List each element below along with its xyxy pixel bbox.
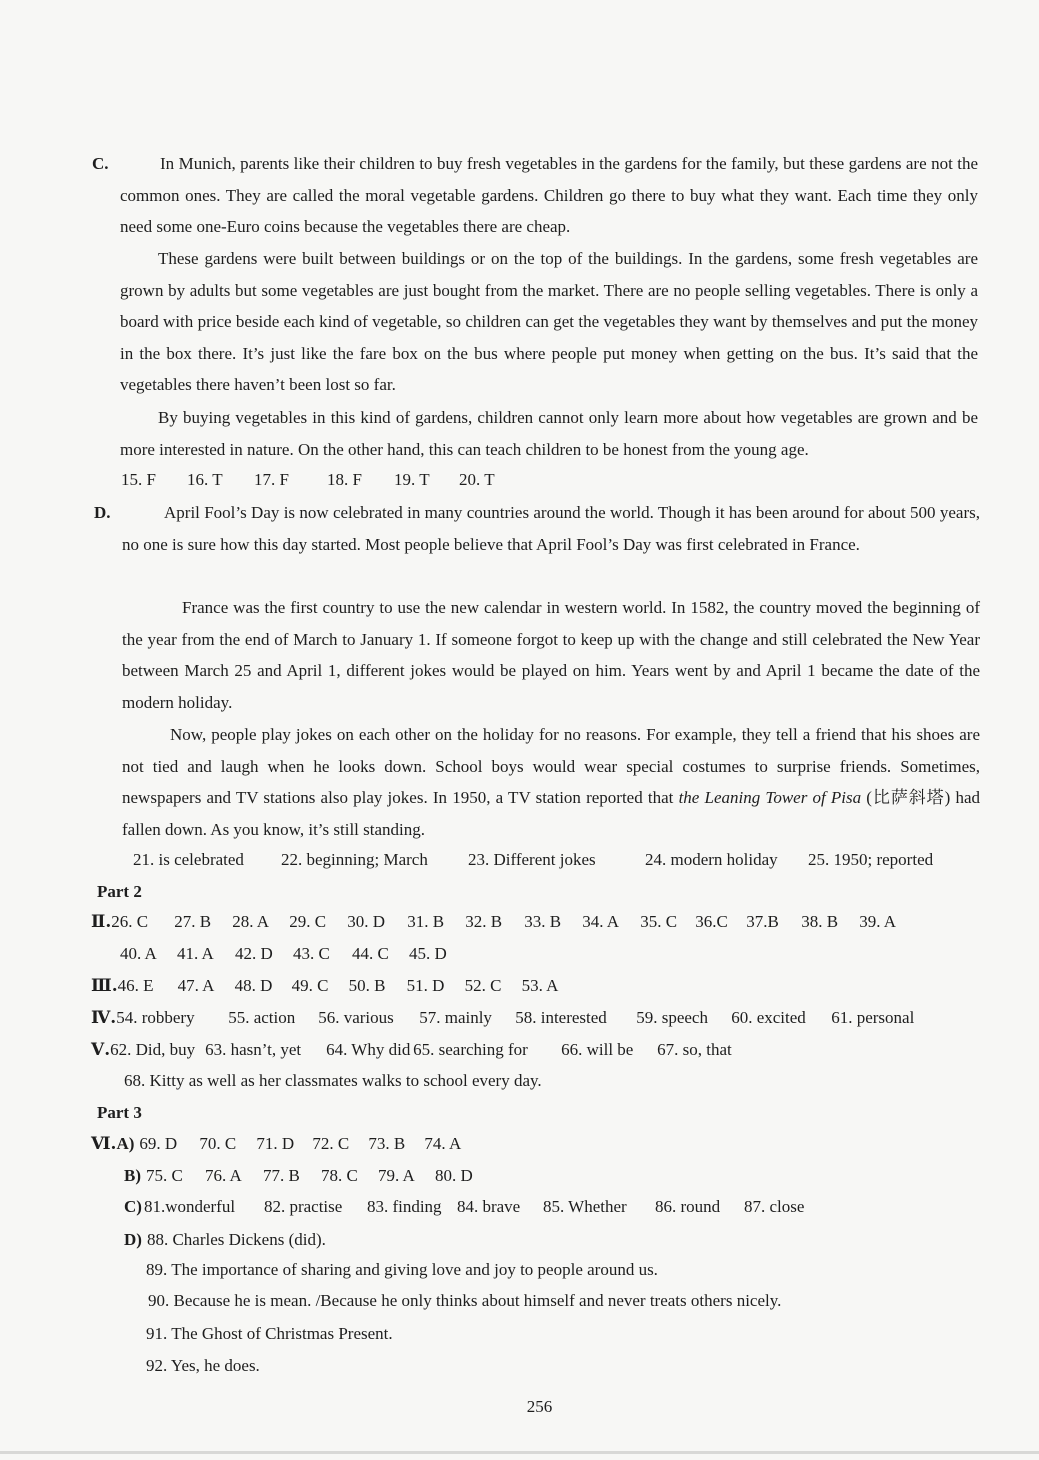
answer-item: 28. A [232, 912, 270, 931]
answer-item: 29. C [289, 912, 327, 931]
page-number: 256 [526, 1397, 553, 1416]
answer-item: 65. searching for [413, 1040, 528, 1059]
answer-item: 39. A [859, 912, 897, 931]
answer-item: 51. D [406, 976, 445, 995]
answer-line: 91. The Ghost of Christmas Present. [146, 1324, 393, 1343]
roman-numeral-4: Ⅳ. [91, 1008, 117, 1028]
answer-item: 22. beginning; March [281, 850, 428, 869]
answer-item: 30. D [347, 912, 386, 931]
paragraph-text: Now, people play jokes on each other on the holiday for no reasons. For example, they tell a friend that his shoes are not tied and laugh when he looks down. School boys would wear special costumes to surprise friends. Sometimes, newspapers and TV stations also play jokes. In 1950, a TV station reported that [122, 725, 980, 808]
section-4-row [91, 1006, 914, 1030]
answer-item: 79. A [378, 1166, 415, 1185]
answer-line: 88. Charles Dickens (did). [146, 1230, 326, 1249]
answer-item: 85. Whether [542, 1197, 627, 1216]
answer-item: 31. B [407, 912, 445, 931]
answer-item: 63. hasn’t, yet [205, 1040, 302, 1059]
answer-item: 35. C [640, 912, 678, 931]
section-c-paragraph-1: In Munich, parents like their children to buy fresh vegetables in the gardens for the family, but these gardens are not the common ones. They are called the moral vegetable gardens. Children go there to buy what they want. Each time they only need some one-Euro coins because the vegetables there are cheap. [120, 154, 978, 237]
answer-item: 50. B [348, 976, 386, 995]
answer-item: 36.C [695, 912, 728, 931]
answer-item: 83. finding [366, 1197, 442, 1216]
answer-line: 90. Because he is mean. /Because he only thinks about himself and never treats others nicely. [148, 1291, 782, 1310]
answer-item: 58. interested [515, 1008, 607, 1027]
section-d-paragraph-3 [122, 719, 980, 845]
section-2-row-1 [91, 910, 896, 934]
section-d-label: D. [94, 503, 111, 522]
section-d-answers [133, 848, 933, 872]
answer-item: 72. C [312, 1134, 350, 1153]
section-2-row-2 [120, 942, 447, 966]
answer-item: 25. 1950; reported [808, 850, 934, 869]
answer-item: 75. C [146, 1166, 183, 1185]
roman-numeral-2: Ⅱ. [91, 912, 112, 932]
answer-item: 48. D [234, 976, 273, 995]
answer-item: 84. brave [456, 1197, 521, 1216]
answer-item: 87. close [743, 1197, 805, 1216]
answer-item: 21. is celebrated [133, 850, 244, 869]
answer-item: 66. will be [561, 1040, 634, 1059]
subsection-a-label: A) [116, 1134, 135, 1153]
answer-item: 77. B [263, 1166, 300, 1185]
section-5-sentence: 68. Kitty as well as her classmates walks to school every day. [124, 1071, 542, 1090]
answer-item: 53. A [521, 976, 559, 995]
section-3-row [91, 974, 558, 998]
section-c-paragraph-2: These gardens were built between buildings or on the top of the buildings. In the gardens, some fresh vegetables are grown by adults but some vegetables are just bought from the market. There are no people selling vegetables. There is only a board with price beside each kind of vegetable, so children can get the vegetables they want by themselves and put the money in the box there. It’s just like the fare box on the bus where people put money when getting on the bus. It’s said that the vegetables there haven’t been lost so far. [120, 249, 978, 395]
answer-item: 78. C [321, 1166, 358, 1185]
answer-item: 42. D [235, 944, 273, 963]
answer-item: 76. A [205, 1166, 242, 1185]
answer-line: 92. Yes, he does. [146, 1356, 260, 1375]
answer-item: 67. so, that [657, 1040, 732, 1059]
answer-item: 40. A [120, 944, 157, 963]
answer-item: 27. B [174, 912, 212, 931]
answer-item: 74. A [424, 1134, 462, 1153]
answer-item: 54. robbery [116, 1008, 195, 1027]
answer-item: 47. A [177, 976, 215, 995]
answer-item: 86. round [654, 1197, 721, 1216]
roman-numeral-3: Ⅲ. [91, 976, 118, 996]
answer-item: 59. speech [636, 1008, 708, 1027]
scan-edge-line [0, 1451, 1039, 1454]
answer-item: 32. B [465, 912, 503, 931]
answer-item: 61. personal [831, 1008, 915, 1027]
part3-title: Part 3 [97, 1103, 142, 1122]
answer-item: 19. T [394, 470, 430, 489]
roman-numeral-6: Ⅵ. [91, 1134, 117, 1154]
answer-item: 70. C [199, 1134, 237, 1153]
answer-item: 24. modern holiday [645, 850, 778, 869]
answer-item: 23. Different jokes [468, 850, 596, 869]
part2-title: Part 2 [97, 882, 142, 901]
answer-item: 60. excited [731, 1008, 806, 1027]
answer-item: 33. B [524, 912, 562, 931]
answer-item: 15. F [121, 470, 156, 489]
answer-item: 37.B [746, 912, 779, 931]
roman-numeral-5: Ⅴ. [91, 1040, 111, 1060]
answer-item: 80. D [435, 1166, 473, 1185]
section-6a-row [91, 1132, 461, 1156]
answer-item: 16. T [187, 470, 223, 489]
answer-item: 46. E [117, 976, 154, 995]
answer-item: 43. C [293, 944, 330, 963]
answer-item: 64. Why did [326, 1040, 411, 1059]
answer-item: 73. B [368, 1134, 406, 1153]
answer-item: 82. practise [263, 1197, 343, 1216]
answer-item: 62. Did, buy [110, 1040, 196, 1059]
section-6d-first [124, 1228, 326, 1252]
subsection-c-label: C) [124, 1197, 142, 1216]
answer-item: 69. D [139, 1134, 178, 1153]
section-d-paragraph-2: France was the first country to use the new calendar in western world. In 1582, the country moved the beginning of the year from the end of March to January 1. If someone forgot to keep up with the change and still celebrated the New Year between March 25 and April 1, different jokes would be played on him. Years went by and April 1 became the date of the modern holiday. [122, 598, 980, 712]
section-5-row [91, 1038, 732, 1062]
italic-title: the Leaning Tower of Pisa [678, 788, 862, 808]
subsection-b-label: B) [124, 1166, 141, 1185]
answer-item: 49. C [291, 976, 329, 995]
section-6b-row [124, 1164, 473, 1188]
section-d-paragraph-1: April Fool’s Day is now celebrated in many countries around the world. Though it has been around for about 500 years, no one is sure how this day started. Most people believe that April Fool’s Day was first celebrated in France. [122, 503, 980, 554]
answer-item: 45. D [409, 944, 447, 963]
answer-item: 18. F [327, 470, 362, 489]
answer-item: 26. C [111, 912, 149, 931]
answer-item: 17. F [254, 470, 289, 489]
section-c-label: C. [92, 154, 109, 173]
answer-item: 44. C [352, 944, 389, 963]
answer-item: 56. various [318, 1008, 394, 1027]
answer-item: 55. action [228, 1008, 296, 1027]
answer-line: 89. The importance of sharing and giving love and joy to people around us. [146, 1260, 658, 1279]
answer-item: 52. C [464, 976, 502, 995]
answer-item: 38. B [801, 912, 839, 931]
answer-item: 34. A [582, 912, 620, 931]
subsection-d-label: D) [124, 1230, 142, 1249]
answer-item: 41. A [177, 944, 214, 963]
section-6c-row [124, 1195, 804, 1219]
answer-item: 20. T [459, 470, 495, 489]
answer-item: 81.wonderful [143, 1197, 236, 1216]
paragraph-text: (比萨斜塔) had fallen down. As you know, it’s still standing. [122, 788, 980, 839]
section-c-paragraph-3: By buying vegetables in this kind of gardens, children cannot only learn more about how vegetables are grown and be more interested in nature. On the other hand, this can teach children to be honest from the young age. [120, 408, 978, 459]
answer-item: 71. D [256, 1134, 295, 1153]
section-c-answers [121, 468, 495, 492]
answer-item: 57. mainly [419, 1008, 492, 1027]
